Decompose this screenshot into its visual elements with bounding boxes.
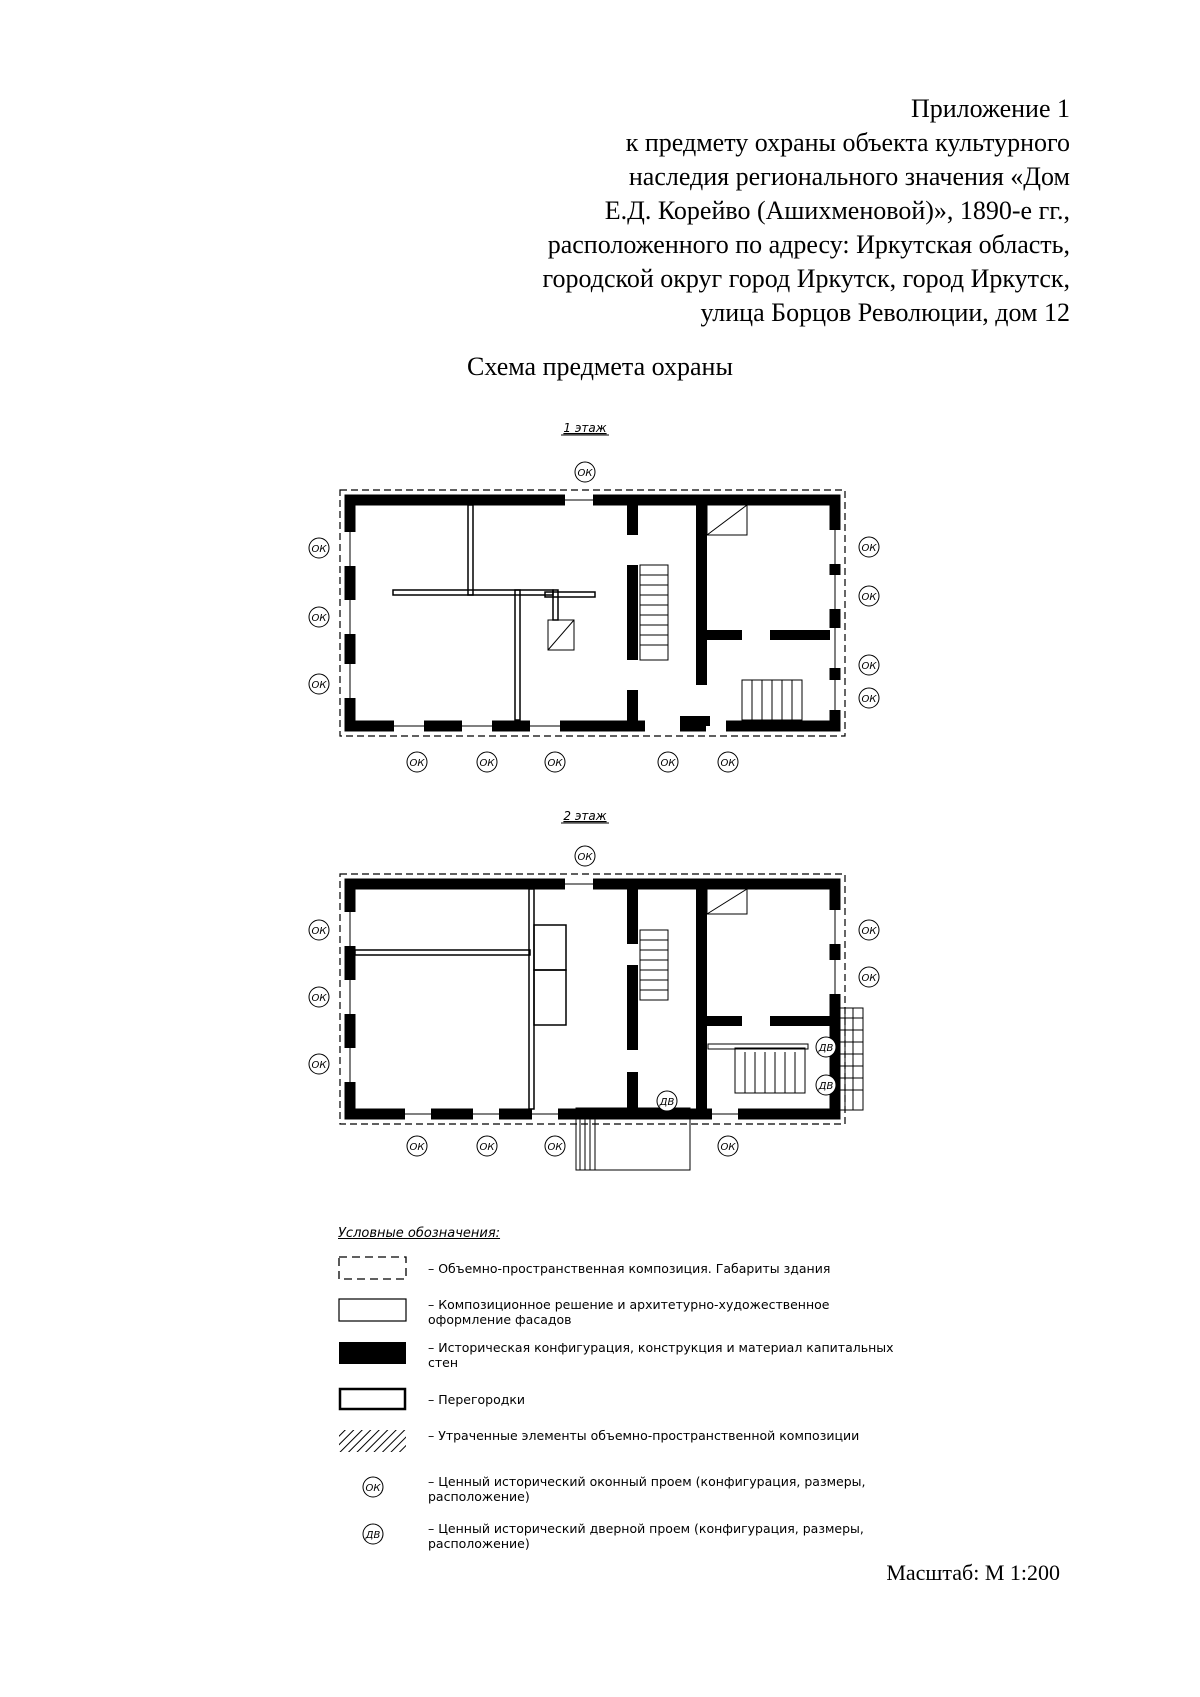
- ok-icon: [407, 752, 427, 772]
- ok-icon: [545, 752, 565, 772]
- svg-text:ОК: ОК: [861, 973, 877, 984]
- svg-text:ОК: ОК: [409, 758, 425, 769]
- ok-icon: [859, 967, 879, 987]
- ok-icon: [658, 752, 678, 772]
- legend-item-lost-elements: [338, 1428, 898, 1468]
- legend-text: – Объемно-пространственная композиция. Габариты здания: [428, 1261, 831, 1276]
- schema-title: Схема предмета охраны: [467, 352, 733, 381]
- header-line: Е.Д. Корейво (Ашихменовой)», 1890-е гг.,: [604, 196, 1070, 225]
- ok-icon: [859, 586, 879, 606]
- ok-circle-icon: [338, 1474, 408, 1502]
- ok-icon: [575, 846, 595, 866]
- svg-text:ОК: ОК: [479, 1142, 495, 1153]
- ok-icon: [309, 607, 329, 627]
- legend-item-facade: [338, 1297, 898, 1337]
- legend-item-partitions: [338, 1386, 898, 1426]
- ok-icon: [309, 920, 329, 940]
- floor1-plan: [309, 462, 879, 772]
- legend-text: – Историческая конфигурация, конструкция и материал капитальных стен: [428, 1340, 894, 1370]
- ok-icon: [859, 688, 879, 708]
- svg-text:ОК: ОК: [547, 1142, 563, 1153]
- svg-text:ОК: ОК: [311, 680, 327, 691]
- floor1-label: 1 этаж: [563, 421, 607, 435]
- svg-text:ОК: ОК: [861, 661, 877, 672]
- floor2-plan: [309, 846, 879, 1170]
- svg-text:ОК: ОК: [660, 758, 676, 769]
- svg-text:ОК: ОК: [311, 993, 327, 1004]
- ok-icon: [407, 1136, 427, 1156]
- svg-text:ОК: ОК: [311, 926, 327, 937]
- ok-icon: [718, 1136, 738, 1156]
- header-line: Приложение 1: [910, 94, 1070, 123]
- svg-text:ОК: ОК: [577, 852, 593, 863]
- svg-text:ОК: ОК: [409, 1142, 425, 1153]
- legend-text: – Композиционное решение и архитетурно-художественное оформление фасадов: [428, 1297, 830, 1327]
- svg-text:ОК: ОК: [547, 758, 563, 769]
- ok-icon: [309, 538, 329, 558]
- scale-label: Масштаб: М 1:200: [886, 1560, 1060, 1585]
- outlined-rectangle-icon: [338, 1297, 408, 1325]
- legend-text: – Перегородки: [428, 1392, 526, 1407]
- svg-text:ОК: ОК: [720, 1142, 736, 1153]
- ok-icon: [859, 537, 879, 557]
- ok-icon: [859, 655, 879, 675]
- svg-text:ДВ: ДВ: [659, 1097, 675, 1108]
- legend-item-window-opening: [338, 1474, 898, 1514]
- ok-icon: [477, 1136, 497, 1156]
- ok-icon: [477, 752, 497, 772]
- dv-icon: [816, 1075, 836, 1095]
- svg-text:ОК: ОК: [479, 758, 495, 769]
- ok-icon: [309, 674, 329, 694]
- header-line: к предмету охраны объекта культурного: [625, 128, 1070, 157]
- ok-icon: [309, 1054, 329, 1074]
- hatched-rectangle-icon: [338, 1428, 408, 1456]
- floor2-label: 2 этаж: [563, 809, 607, 823]
- legend-text: – Ценный исторический оконный проем (конфигурация, размеры, расположение): [428, 1474, 866, 1504]
- svg-text:ОК: ОК: [577, 468, 593, 479]
- legend-title: Условные обозначения:: [338, 1226, 501, 1241]
- svg-text:ОК: ОК: [311, 1060, 327, 1071]
- svg-text:ОК: ОК: [365, 1483, 381, 1494]
- svg-text:ОК: ОК: [861, 926, 877, 937]
- svg-text:ОК: ОК: [311, 613, 327, 624]
- legend-item-envelope: [338, 1255, 898, 1295]
- svg-text:ОК: ОК: [720, 758, 736, 769]
- ok-icon: [545, 1136, 565, 1156]
- svg-text:ОК: ОК: [861, 694, 877, 705]
- svg-text:ОК: ОК: [861, 592, 877, 603]
- ok-icon: [309, 987, 329, 1007]
- ok-icon: [718, 752, 738, 772]
- svg-text:ДВ: ДВ: [365, 1530, 381, 1541]
- dv-icon: [816, 1037, 836, 1057]
- solid-black-rectangle-icon: [338, 1340, 408, 1368]
- legend-text: – Утраченные элементы объемно-пространственной композиции: [428, 1428, 860, 1443]
- dv-icon: [657, 1091, 677, 1111]
- header-line: расположенного по адресу: Иркутская область,: [547, 230, 1070, 259]
- header-line: наследия регионального значения «Дом: [628, 162, 1070, 191]
- ok-icon: [575, 462, 595, 482]
- thick-outlined-rectangle-icon: [338, 1386, 408, 1414]
- dv-circle-icon: [338, 1521, 408, 1549]
- legend-item-door-opening: [338, 1521, 898, 1561]
- legend-item-capital-walls: [338, 1340, 898, 1380]
- svg-text:ОК: ОК: [861, 543, 877, 554]
- legend-text: – Ценный исторический дверной проем (конфигурация, размеры, расположение): [428, 1521, 864, 1551]
- svg-text:ДВ: ДВ: [818, 1081, 834, 1092]
- svg-text:ДВ: ДВ: [818, 1043, 834, 1054]
- header-line: городской округ город Иркутск, город Иркутск,: [542, 264, 1070, 293]
- ok-icon: [859, 920, 879, 940]
- svg-text:ОК: ОК: [311, 544, 327, 555]
- header-line: улица Борцов Революции, дом 12: [700, 298, 1070, 327]
- dashed-rectangle-icon: [338, 1255, 408, 1283]
